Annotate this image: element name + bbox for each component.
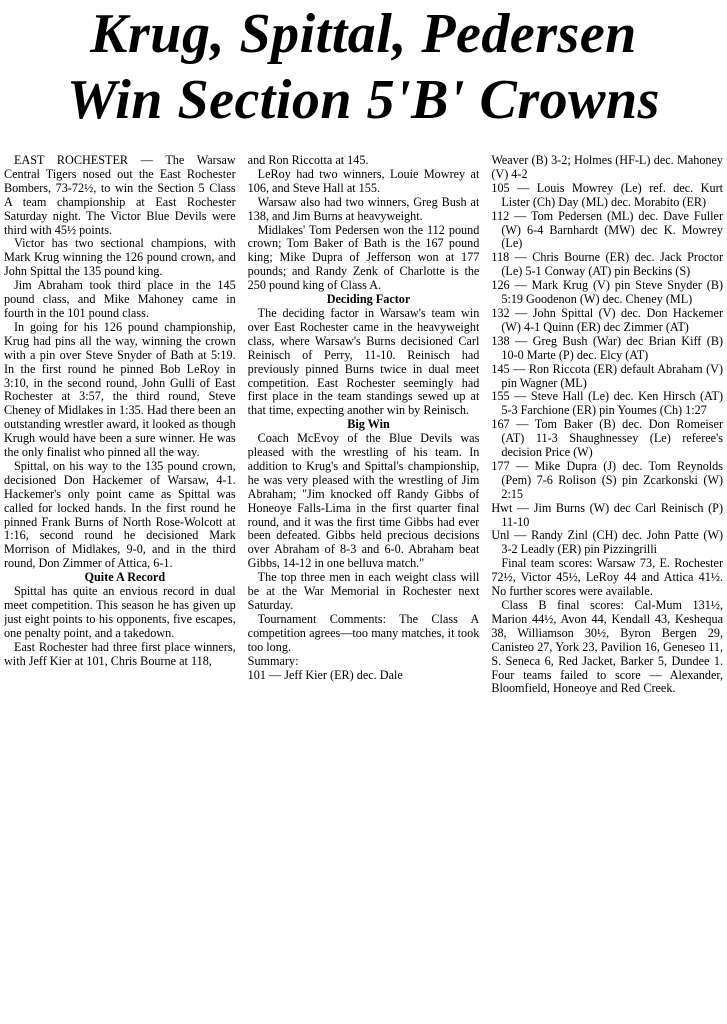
- result-line: 126 — Mark Krug (V) pin Steve Snyder (B) 5:19 Goodenon (W) dec. Cheney (ML): [491, 278, 724, 307]
- column-3: [491, 154, 723, 1020]
- result-line: 101 — Jeff Kier (ER) dec. Dale: [247, 667, 403, 682]
- result-line: 132 — John Spittal (V) dec. Don Hackemer (W) 4-1 Quinn (ER) dec Zimmer (AT): [491, 305, 724, 334]
- headline-line-1: Krug, Spittal, Pedersen: [90, 3, 637, 65]
- paragraph: In going for his 126 pound championship, Krug had pins all the way, winning the crown with a pin over Steve Snyder of Bath at 5:19. In the first round he pinned Bob LeRoy in 3:10, in the second round, John Gulli of East Rochester at 3:57, the third round, Steve Cheney of Midlakes in 1:35. Had there been an outstanding wrestler award, it looked as though Krugh would have been a sure winner. He was the only finalist who pinned all the way.: [4, 319, 236, 460]
- result-line: 105 — Louis Mowrey (Le) ref. dec. Kurt Lister (Ch) Day (ML) dec. Morabito (ER): [491, 180, 724, 209]
- paragraph: Warsaw also had two winners, Greg Bush at 138, and Jim Burns at heavyweight.: [247, 194, 480, 223]
- paragraph: Coach McEvoy of the Blue Devils was pleased with the wrestling of his team. In addition to Krug's and Spittal's championship, he was very pleased with the wrestling of Jim Abraham; "Jim knocked off Randy Gibbs of Honeoye Falls-Lima in the first quarter final round, and it was the first time Gibbs had ever been defeated. Gibbs held precious decisions over Abraham of 8-3 and 6-0. Abraham beat Gibbs, 14-12 in one belluva match.": [247, 431, 480, 571]
- paragraph: Spittal, on his way to the 135 pound crown, decisioned Don Hackemer of Warsaw, 4-1. Hackemer's only point came as Spittal was called for locked hands. In the first round he pinned Frank Burns of North Rose-Wolcott at 1:16, second round he decisioned Mark Morrison of Midlakes, 9-0, and in the third round, Don Zimmer of Attica, 6-1.: [4, 458, 236, 571]
- column-1: [4, 154, 236, 1020]
- summary-label: Summary:: [247, 653, 299, 668]
- result-line: 167 — Tom Baker (B) dec. Don Romeiser (AT) 11-3 Shaughnessey (Le) referee's decision Price (W): [491, 417, 724, 460]
- paragraph: East Rochester had three first place winners, with Jeff Kier at 101, Chris Bourne at 118,: [4, 639, 236, 668]
- paragraph: Midlakes' Tom Pedersen won the 112 pound crown; Tom Baker of Bath is the 167 pound king; Mike Dupra of Jefferson won at 177 pounds; and Randy Zenk of Charlotte is the 250 pound king of Class A.: [247, 222, 480, 293]
- result-line: 177 — Mike Dupra (J) dec. Tom Reynolds (Pem) 7-6 Rolison (S) pin Zcarkonski (W) 2:15: [491, 458, 724, 501]
- result-line: Weaver (B) 3-2; Holmes (HF-L) dec. Mahoney (V) 4-2: [491, 154, 724, 181]
- result-line: 118 — Chris Bourne (ER) dec. Jack Proctor (Le) 5-1 Conway (AT) pin Beckins (S): [491, 250, 724, 279]
- paragraph: The top three men in each weight class will be at the War Memorial in Rochester next Saturday.: [247, 570, 480, 612]
- result-line: 155 — Steve Hall (Le) dec. Ken Hirsch (AT) 5-3 Farchione (ER) pin Youmes (Ch) 1:27: [491, 389, 724, 418]
- subheading: Deciding Factor: [326, 292, 411, 307]
- result-line: 138 — Greg Bush (War) dec Brian Kiff (B) 10-0 Marte (P) dec. Elcy (AT): [491, 333, 724, 362]
- article-body: [4, 154, 723, 1020]
- paragraph: Spittal has quite an envious record in dual meet competition. This season he has given up just eight points to his opponents, five escapes, one penalty point, and a takedown.: [4, 584, 236, 640]
- result-line: Hwt — Jim Burns (W) dec Carl Reinisch (P) 11-10: [491, 500, 724, 529]
- paragraph: Tournament Comments: The Class A competition agrees—too many matches, it took too long.: [247, 611, 480, 654]
- paragraph: The deciding factor in Warsaw's team win over East Rochester came in the heavyweight class, where Warsaw's Burns decisioned Carl Reinisch of Perry, 11-10. Reinisch had previously pinned Burns twice in dual meet competition. East Rochester seemingly had first place in the team standings sewed up at that time, expecting another win by Reinisch.: [247, 305, 480, 418]
- paragraph: Class B final scores: Cal-Mum 131½, Marion 44½, Avon 44, Kendall 43, Keshequa 38, Williamson 30½, Byron Bergen 29, Canisteo 27, York 23, Pavilion 16, Geneseo 11, S. Seneca 6, Red Jacket, Barker 5, Dundee 1. Four teams failed to score — Alexander, Bloomfield, Honeoye and Red Creek.: [491, 598, 724, 696]
- headline: [0, 0, 727, 150]
- paragraph: EAST ROCHESTER — The Warsaw Central Tigers nosed out the East Rochester Bombers, 73-72½, to win the Section 5 Class A team championship at East Rochester Saturday night. The Victor Blue Devils were third with 45½ points.: [4, 154, 236, 237]
- paragraph: LeRoy had two winners, Louie Mowrey at 106, and Steve Hall at 155.: [247, 166, 480, 195]
- paragraph: and Ron Riccotta at 145.: [247, 154, 369, 167]
- paragraph: Final team scores: Warsaw 73, E. Rochester 72½, Victor 45½, LeRoy 44 and Attica 41½. No further scores were available.: [491, 556, 724, 599]
- subheading: Big Win: [347, 417, 390, 432]
- paragraph: Jim Abraham took third place in the 145 pound class, and Mike Mahoney came in fourth in the 101 pound class.: [4, 278, 236, 320]
- result-line: Unl — Randy Zinl (CH) dec. John Patte (W) 3-2 Leadly (ER) pin Pizzingrilli: [491, 528, 724, 557]
- headline-line-2: Win Section 5'B' Crowns: [67, 69, 660, 131]
- result-line: 145 — Ron Riccota (ER) default Abraham (V) pin Wagner (ML): [491, 361, 724, 390]
- subheading: Quite A Record: [84, 570, 166, 585]
- result-line: 112 — Tom Pedersen (ML) dec. Dave Fuller (W) 6-4 Barnhardt (MW) dec K. Mowrey (Le): [491, 208, 724, 251]
- paragraph: Victor has two sectional champions, with Mark Krug winning the 126 pound crown, and John Spittal the 135 pound king.: [4, 236, 236, 279]
- column-2: [248, 154, 480, 1020]
